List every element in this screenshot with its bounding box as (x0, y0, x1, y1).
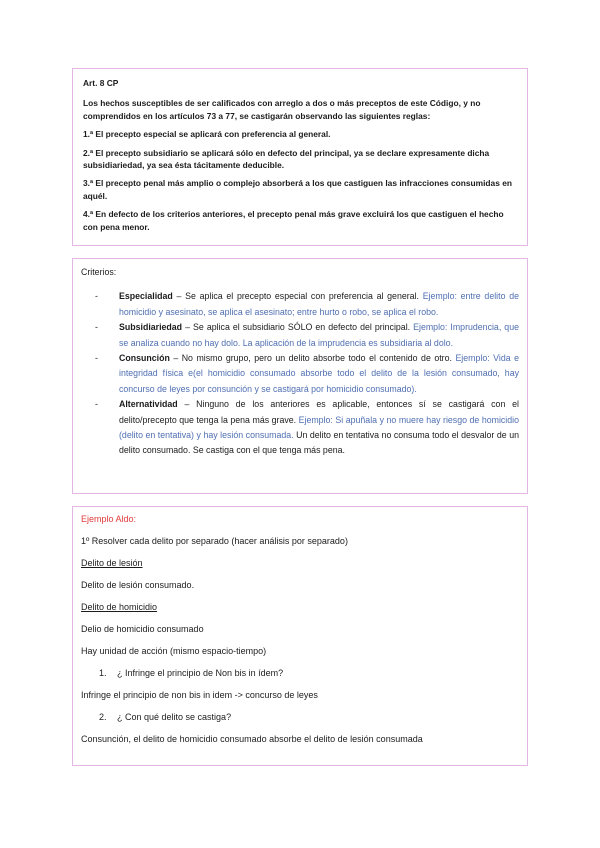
list-dash: - (95, 291, 98, 302)
criteria-example: Ejemplo: entre delito de homicidio y asesinato, se aplica el asesinato; entre hurto o robo, se aplica el robo. (119, 291, 519, 317)
example-box (72, 506, 528, 766)
criteria-text: – Se aplica el precepto especial con preferencia al general. (172, 291, 423, 302)
criteria-item-consuncion (81, 351, 519, 397)
answer-1: Infringe el principio de non bis in idem -> concurso de leyes (81, 690, 318, 700)
criteria-text: – Ninguno de los anteriores es aplicable, entonces sí se castigará con el delito/precepto que tenga la pena más grave. (119, 399, 519, 425)
question-text: ¿ Infringe el principio de Non bis in ídem? (117, 668, 284, 678)
criteria-list (81, 289, 519, 458)
article-box (72, 68, 528, 246)
question-1 (81, 667, 519, 679)
homicidio-text: Delio de homicidio consumado (81, 624, 204, 634)
example-step-1: 1º Resolver cada delito por separado (hacer análisis por separado) (81, 536, 348, 546)
criteria-example: Ejemplo: Imprudencia, que se analiza cuando no hay dolo. La aplicación de la imprudencia es subsidiaria al dolo. (119, 322, 519, 348)
example-title: Ejemplo Aldo: (81, 514, 137, 524)
criteria-title: Criterios: (81, 267, 117, 277)
criteria-example: Ejemplo: Vida e integridad física e(el homicidio consumado absorbe todo el delito de la lesión consumado, hay concurso de leyes por consunción y se castigará por homicidio consumado). (119, 353, 519, 394)
answer-2: Consunción, el delito de homicidio consumado absorbe el delito de lesión consumada (81, 734, 423, 744)
unidad-accion-text: Hay unidad de acción (mismo espacio-tiempo) (81, 646, 267, 656)
lesion-text: Delito de lesión consumado. (81, 580, 195, 590)
criteria-term: Especialidad (119, 291, 173, 302)
criteria-extra: Un delito en tentativa no consuma todo el desvalor de un delito consumado. Se castiga con el que tenga más pena. (119, 430, 519, 456)
homicidio-heading: Delito de homicidio (81, 602, 158, 612)
criteria-term: Alternatividad (119, 399, 178, 410)
article-rule-2: 2.ª El precepto subsidiario se aplicará sólo en defecto del principal, ya se declare expresamente dicha subsidiariedad, ya sea ésta tácitamente deducible. (83, 147, 490, 171)
criteria-item-alternatividad (81, 397, 519, 459)
criteria-box (72, 258, 528, 494)
question-number: 1. (99, 668, 107, 678)
lesion-heading: Delito de lesión (81, 558, 143, 568)
list-dash: - (95, 399, 98, 410)
list-dash: - (95, 322, 98, 333)
question-2 (81, 711, 519, 723)
criteria-item-especialidad (81, 289, 519, 320)
question-number: 2. (99, 712, 107, 722)
article-rule-1: 1.ª El precepto especial se aplicará con preferencia al general. (83, 129, 331, 140)
question-text: ¿ Con qué delito se castiga? (117, 712, 232, 722)
article-intro: Los hechos susceptibles de ser calificados con arreglo a dos o más preceptos de este Código, y no comprendidos en los artículos 73 a 77, se castigarán observando las siguientes reglas: (83, 98, 481, 121)
criteria-example: Ejemplo: Si apuñala y no muere hay riesgo de homicidio (delito en tentativa) y hay lesión consumada. (119, 414, 519, 441)
criteria-text: – No mismo grupo, pero un delito absorbe todo el contenido de otro. (169, 353, 456, 364)
criteria-item-subsidiariedad (81, 320, 519, 351)
article-rule-3: 3.ª El precepto penal más amplio o complejo absorberá a los que castiguen las infracciones consumidas en aquél. (83, 178, 512, 201)
article-rule-4: 4.ª En defecto de los criterios anteriores, el precepto penal más grave excluirá los que castiguen el hecho con pena menor. (83, 209, 504, 232)
list-dash: - (95, 353, 98, 364)
criteria-term: Consunción (119, 353, 170, 364)
article-title: Art. 8 CP (83, 78, 119, 88)
criteria-term: Subsidiariedad (119, 322, 183, 333)
criteria-text: – Se aplica el subsidiario SÓLO en defecto del principal. (182, 322, 414, 333)
